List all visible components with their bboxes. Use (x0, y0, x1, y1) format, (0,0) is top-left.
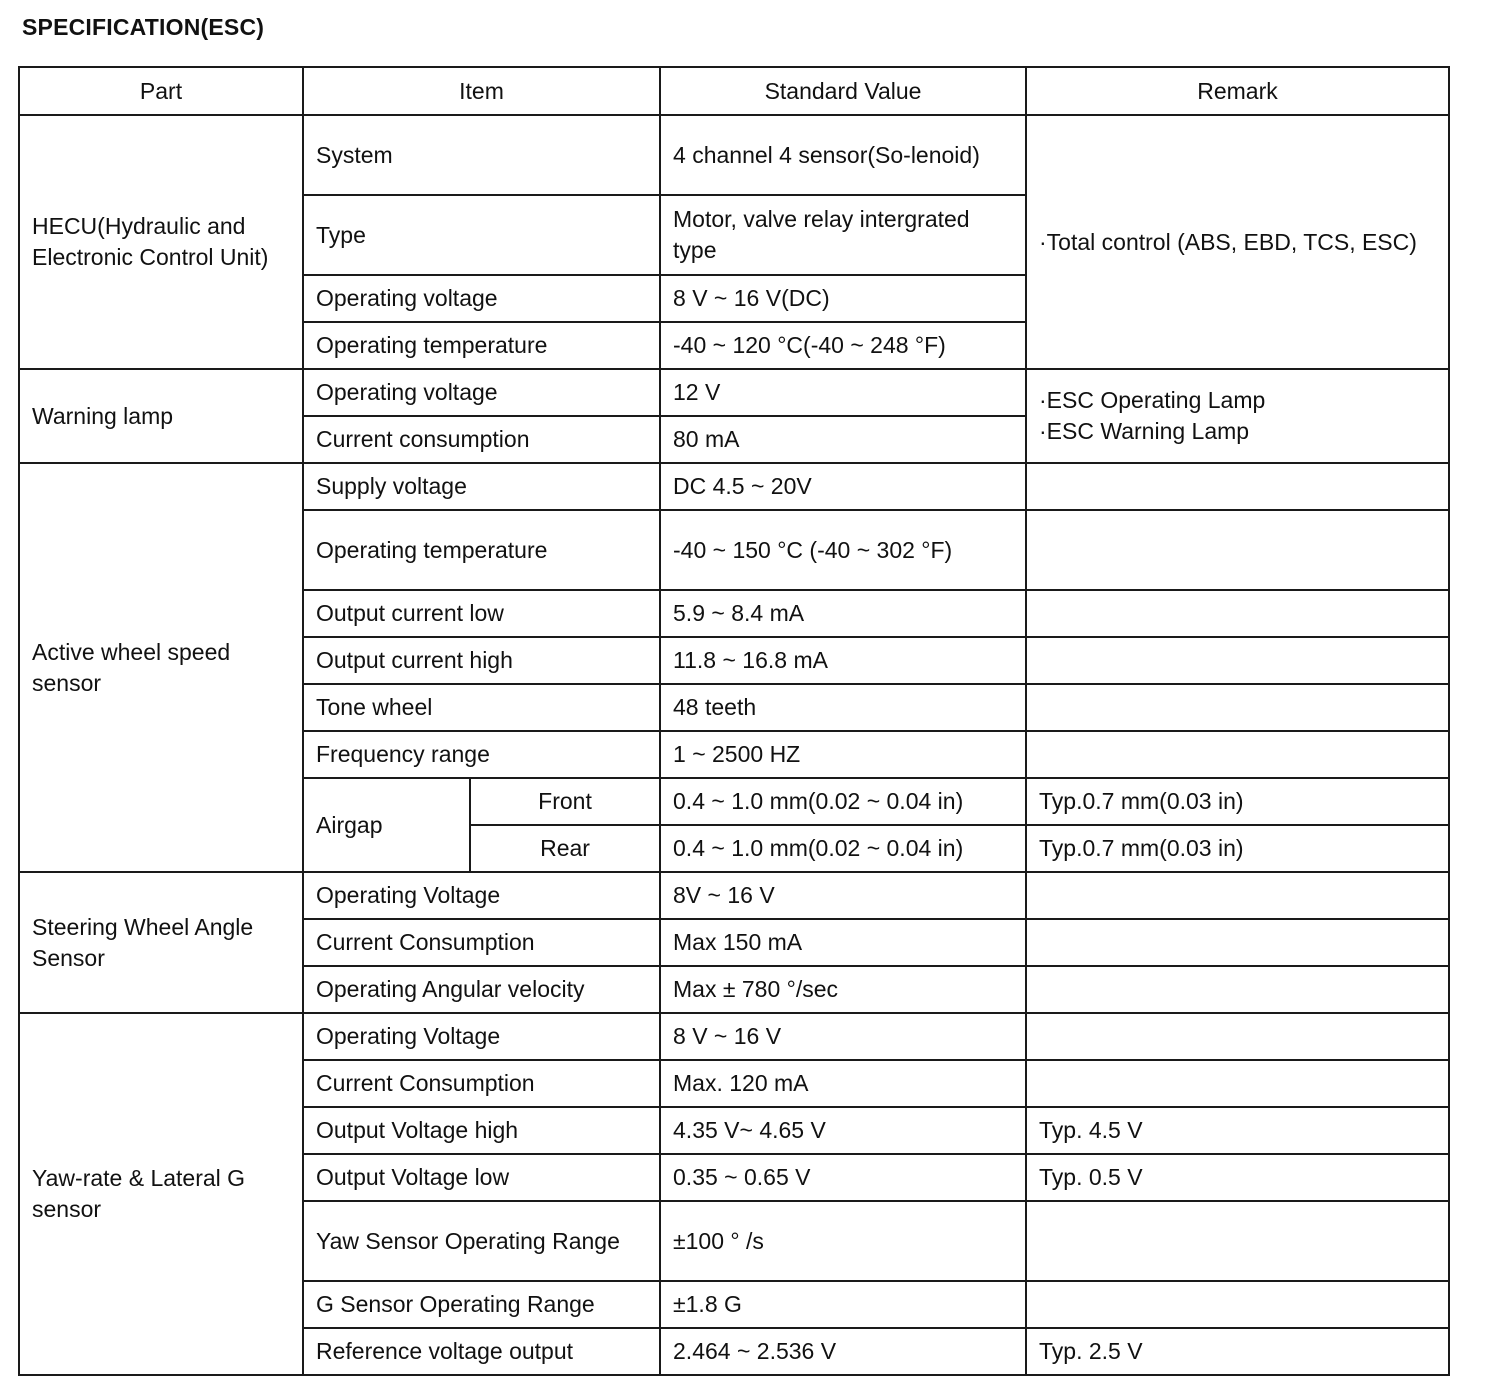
remark-warning-lamp (1026, 369, 1449, 463)
item-cell: G Sensor Operating Range (303, 1281, 660, 1328)
value-cell: Max. 120 mA (660, 1060, 1026, 1107)
remark-cell (1026, 1281, 1449, 1328)
remark-cell: Typ. 2.5 V (1026, 1328, 1449, 1375)
value-cell: 80 mA (660, 416, 1026, 463)
value-cell: 0.4 ~ 1.0 mm(0.02 ~ 0.04 in) (660, 825, 1026, 872)
value-cell: -40 ~ 150 °C (-40 ~ 302 °F) (660, 510, 1026, 590)
remark-cell (1026, 731, 1449, 778)
remark-line: ·ESC Operating Lamp (1039, 387, 1266, 413)
value-cell: DC 4.5 ~ 20V (660, 463, 1026, 510)
item-cell: Output current high (303, 637, 660, 684)
table-row (19, 1013, 1449, 1060)
remark-cell: Typ. 4.5 V (1026, 1107, 1449, 1154)
item-cell: Operating Voltage (303, 1013, 660, 1060)
value-cell: 48 teeth (660, 684, 1026, 731)
value-cell: 0.35 ~ 0.65 V (660, 1154, 1026, 1201)
item-cell: Output Voltage high (303, 1107, 660, 1154)
item-cell: Operating voltage (303, 275, 660, 322)
value-cell: 8V ~ 16 V (660, 872, 1026, 919)
value-cell: 5.9 ~ 8.4 mA (660, 590, 1026, 637)
item-cell: Current consumption (303, 416, 660, 463)
header-item: Item (303, 67, 660, 115)
specification-table (18, 66, 1450, 1376)
item-cell: Yaw Sensor Operating Range (303, 1201, 660, 1281)
value-cell: 1 ~ 2500 HZ (660, 731, 1026, 778)
header-part: Part (19, 67, 303, 115)
item-cell: System (303, 115, 660, 195)
item-cell: Supply voltage (303, 463, 660, 510)
remark-cell: Typ. 0.5 V (1026, 1154, 1449, 1201)
value-cell: 4.35 V~ 4.65 V (660, 1107, 1026, 1154)
remark-cell (1026, 1013, 1449, 1060)
remark-cell (1026, 1201, 1449, 1281)
airgap-rear-label: Rear (470, 825, 660, 872)
remark-cell: Typ.0.7 mm(0.03 in) (1026, 825, 1449, 872)
table-row (19, 369, 1449, 416)
item-cell: Reference voltage output (303, 1328, 660, 1375)
value-cell: Max ± 780 °/sec (660, 966, 1026, 1013)
part-warning-lamp: Warning lamp (19, 369, 303, 463)
page-title: SPECIFICATION(ESC) (22, 14, 265, 40)
value-cell: 12 V (660, 369, 1026, 416)
remark-cell: Typ.0.7 mm(0.03 in) (1026, 778, 1449, 825)
item-cell: Type (303, 195, 660, 275)
value-cell: 2.464 ~ 2.536 V (660, 1328, 1026, 1375)
item-cell: Current Consumption (303, 919, 660, 966)
value-cell: 8 V ~ 16 V (660, 1013, 1026, 1060)
item-cell: Operating temperature (303, 510, 660, 590)
item-cell: Operating voltage (303, 369, 660, 416)
remark-cell (1026, 637, 1449, 684)
item-cell: Operating Voltage (303, 872, 660, 919)
table-row (19, 115, 1449, 195)
header-standard-value: Standard Value (660, 67, 1026, 115)
remark-cell (1026, 919, 1449, 966)
value-cell: -40 ~ 120 °C(-40 ~ 248 °F) (660, 322, 1026, 369)
item-cell: Output Voltage low (303, 1154, 660, 1201)
item-cell: Frequency range (303, 731, 660, 778)
value-cell: Max 150 mA (660, 919, 1026, 966)
value-cell: ±100 ° /s (660, 1201, 1026, 1281)
value-cell: Motor, valve relay intergrated type (660, 195, 1026, 275)
airgap-front-label: Front (470, 778, 660, 825)
value-cell: 11.8 ~ 16.8 mA (660, 637, 1026, 684)
item-cell: Operating Angular velocity (303, 966, 660, 1013)
part-steering-sensor: Steering Wheel Angle Sensor (19, 872, 303, 1013)
remark-cell (1026, 966, 1449, 1013)
header-row (19, 67, 1449, 115)
item-cell: Output current low (303, 590, 660, 637)
value-cell: 8 V ~ 16 V(DC) (660, 275, 1026, 322)
header-remark: Remark (1026, 67, 1449, 115)
remark-cell (1026, 510, 1449, 590)
value-cell: ±1.8 G (660, 1281, 1026, 1328)
remark-cell (1026, 463, 1449, 510)
part-wheel-speed: Active wheel speed sensor (19, 463, 303, 872)
value-cell: 0.4 ~ 1.0 mm(0.02 ~ 0.04 in) (660, 778, 1026, 825)
value-cell: 4 channel 4 sensor(So-lenoid) (660, 115, 1026, 195)
item-cell: Current Consumption (303, 1060, 660, 1107)
part-yaw-sensor: Yaw-rate & Lateral G sensor (19, 1013, 303, 1375)
remark-cell (1026, 1060, 1449, 1107)
remark-cell (1026, 684, 1449, 731)
table-row (19, 463, 1449, 510)
remark-hecu: ·Total control (ABS, EBD, TCS, ESC) (1026, 115, 1449, 369)
remark-cell (1026, 872, 1449, 919)
table-row (19, 872, 1449, 919)
item-cell: Operating temperature (303, 322, 660, 369)
item-cell: Tone wheel (303, 684, 660, 731)
remark-line: ·ESC Warning Lamp (1039, 418, 1250, 444)
part-hecu: HECU(Hydraulic and Electronic Control Unit) (19, 115, 303, 369)
remark-cell (1026, 590, 1449, 637)
item-airgap: Airgap (303, 778, 470, 872)
